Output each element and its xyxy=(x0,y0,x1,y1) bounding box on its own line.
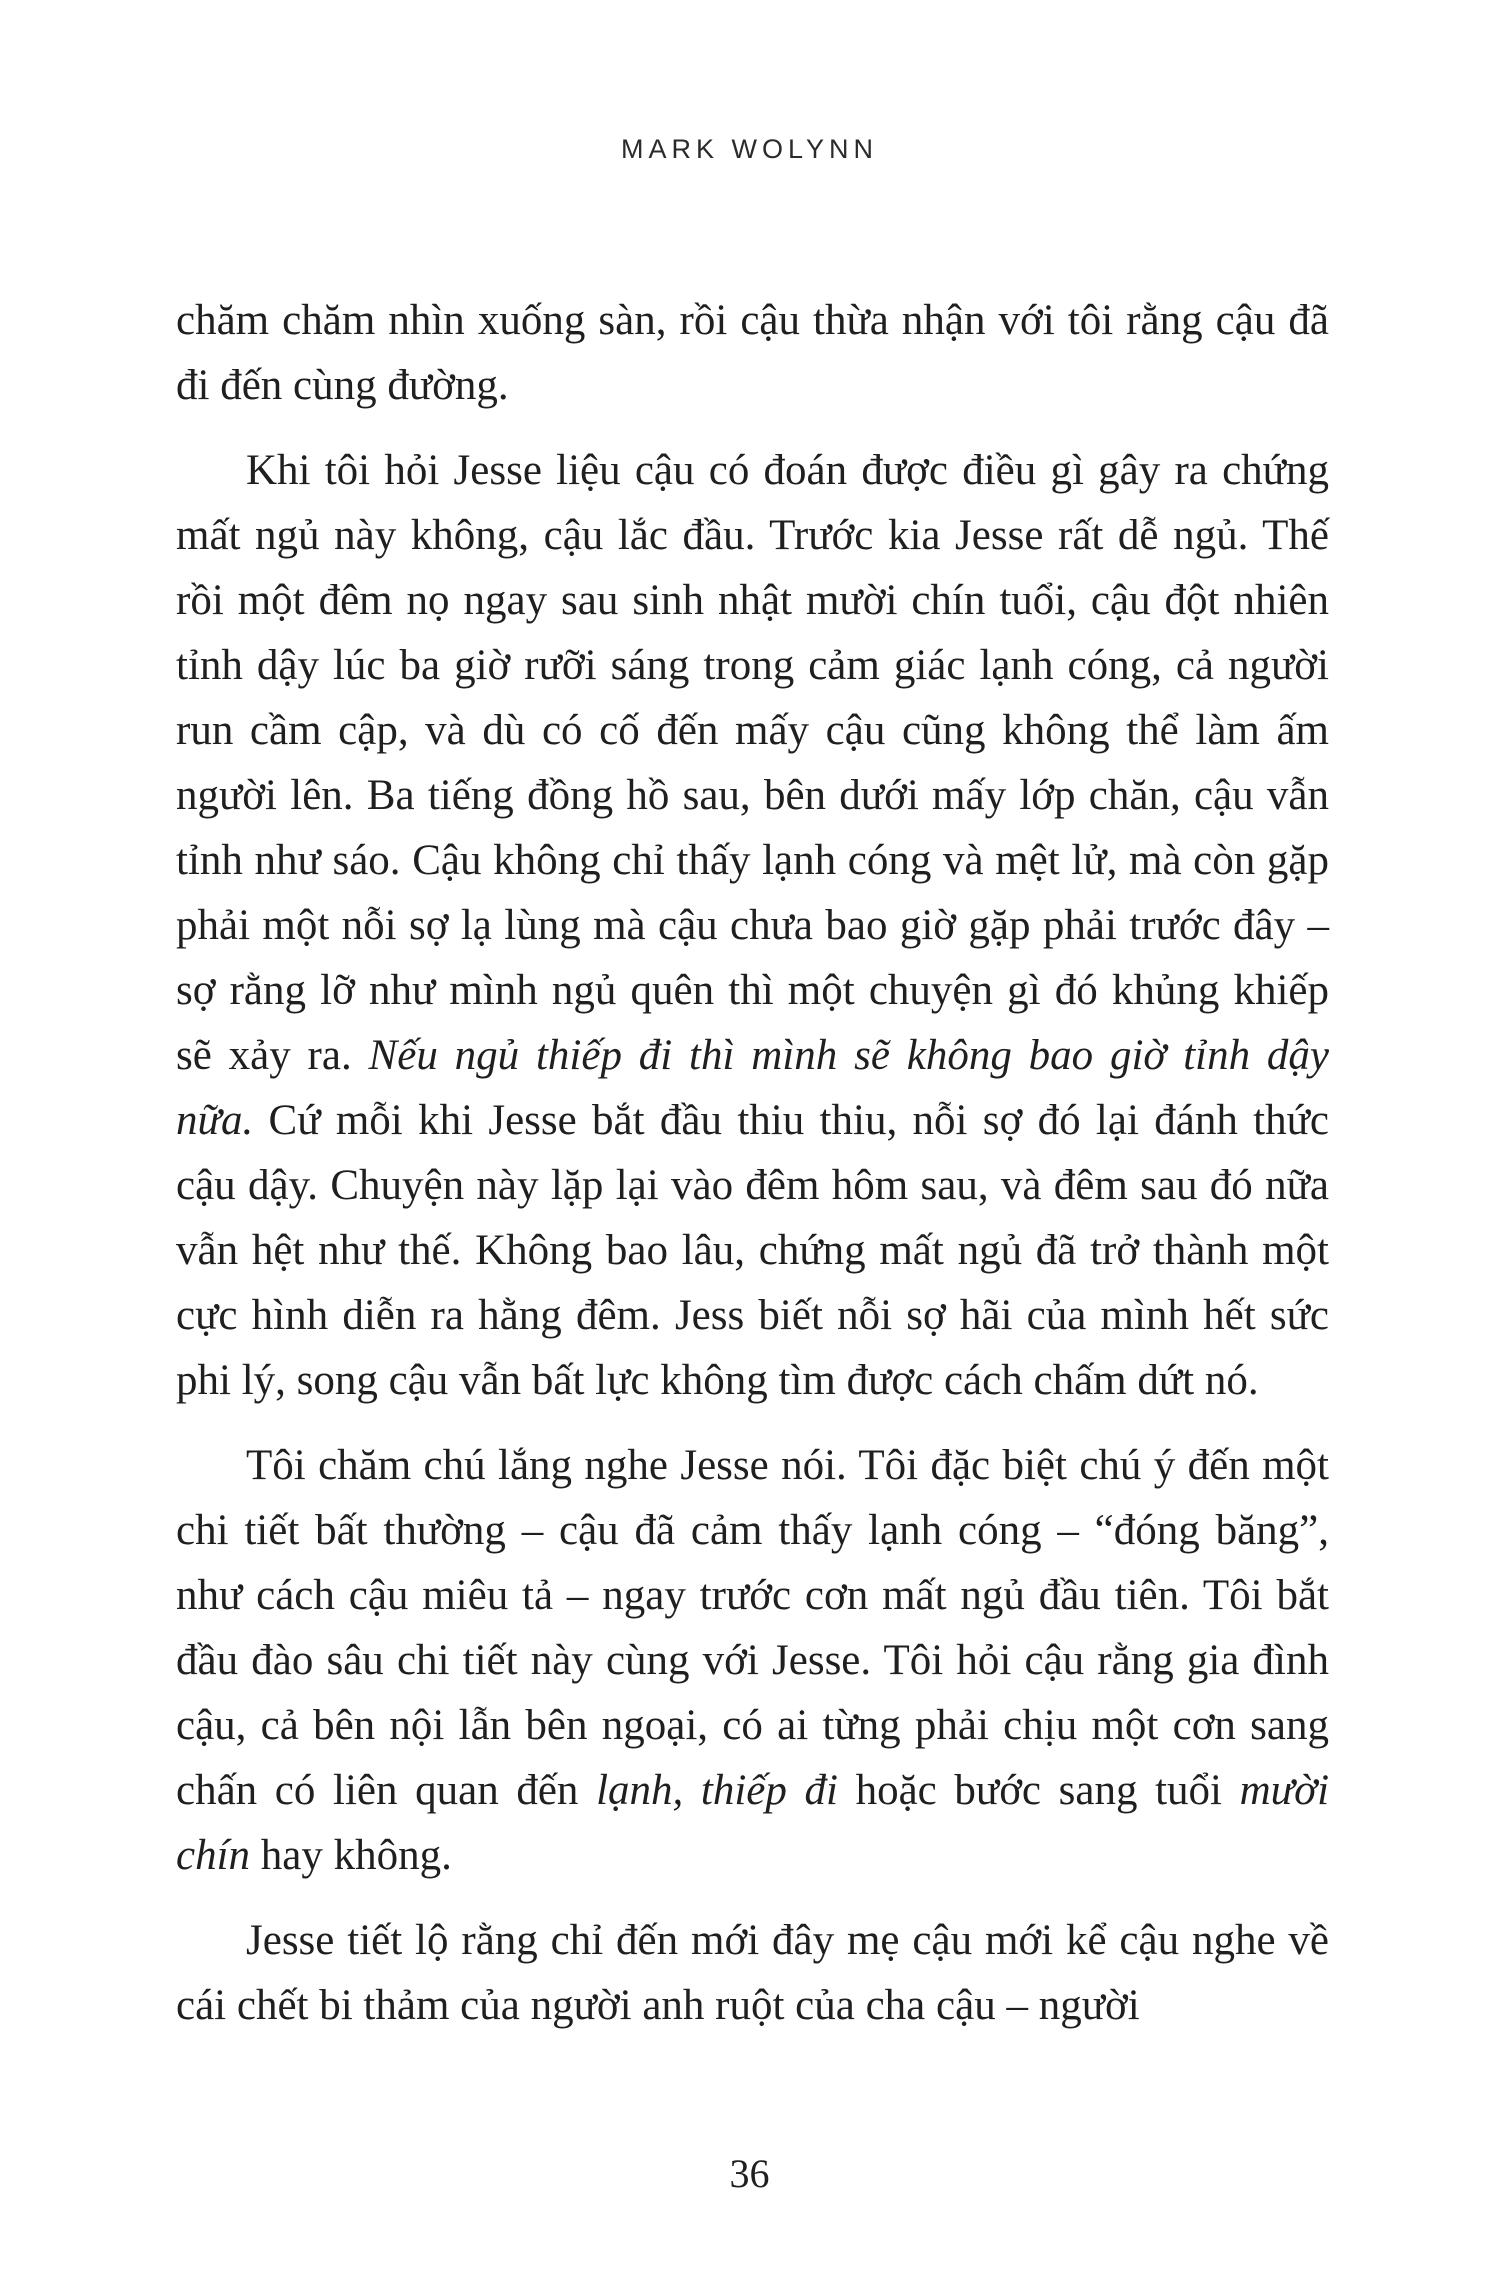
paragraph-segment: hay không. xyxy=(250,1832,452,1879)
paragraph-segment-italic: lạnh, thiếp đi xyxy=(596,1767,838,1814)
page-number: 36 xyxy=(729,2151,770,2196)
running-header: MARK WOLYNN xyxy=(620,134,878,164)
paragraph-segment: Jesse tiết lộ rằng chỉ đến mới đây mẹ cậu mới kể cậu nghe về cái chết bi thảm của người anh ruột của cha cậu – người xyxy=(176,1917,1329,2029)
paragraph xyxy=(176,1433,1329,1888)
paragraph-segment: chăm chăm nhìn xuống sàn, rồi cậu thừa nhận với tôi rằng cậu đã đi đến cùng đường. xyxy=(176,297,1329,409)
paragraph-segment-italic: Nếu ngủ thiếp đi thì mình sẽ không bao giờ tỉnh dậy nữa. xyxy=(176,1032,1329,1144)
paragraph-segment: Cứ mỗi khi Jesse bắt đầu thiu thiu, nỗi sợ đó lại đánh thức cậu dậy. Chuyện này lặp lại vào đêm hôm sau, và đêm sau đó nữa vẫn hệt như thế. Không bao lâu, chứng mất ngủ đã trở thành một cực hình diễn ra hằng đêm. Jess biết nỗi sợ hãi của mình hết sức phi lý, song cậu vẫn bất lực không tìm được cách chấm dứt nó. xyxy=(176,1097,1329,1404)
paragraph xyxy=(176,288,1329,418)
paragraph-segment: hoặc bước sang tuổi xyxy=(837,1767,1240,1814)
paragraph-segment: Khi tôi hỏi Jesse liệu cậu có đoán được điều gì gây ra chứng mất ngủ này không, cậu lắc đầu. Trước kia Jesse rất dễ ngủ. Thế rồi một đêm nọ ngay sau sinh nhật mười chín tuổi, cậu đột nhiên tỉnh dậy lúc ba giờ rưỡi sáng trong cảm giác lạnh cóng, cả người run cầm cập, và dù có cố đến mấy cậu cũng không thể làm ấm người lên. Ba tiếng đồng hồ sau, bên dưới mấy lớp chăn, cậu vẫn tỉnh như sáo. Cậu không chỉ thấy lạnh cóng và mệt lử, mà còn gặp phải một nỗi sợ lạ lùng mà cậu chưa bao giờ gặp phải trước đây – sợ rằng lỡ như mình ngủ quên thì một chuyện gì đó khủng khiếp sẽ xảy ra. xyxy=(176,447,1329,1079)
paragraph xyxy=(176,438,1329,1413)
page-body xyxy=(176,288,1329,2058)
paragraph xyxy=(176,1908,1329,2038)
paragraph-segment-italic: mười chín xyxy=(176,1767,1330,1879)
paragraph-segment: Tôi chăm chú lắng nghe Jesse nói. Tôi đặc biệt chú ý đến một chi tiết bất thường – cậu đã cảm thấy lạnh cóng – “đóng băng”, như cách cậu miêu tả – ngay trước cơn mất ngủ đầu tiên. Tôi bắt đầu đào sâu chi tiết này cùng với Jesse. Tôi hỏi cậu rằng gia đình cậu, cả bên nội lẫn bên ngoại, có ai từng phải chịu một cơn sang chấn có liên quan đến xyxy=(176,1442,1329,1814)
